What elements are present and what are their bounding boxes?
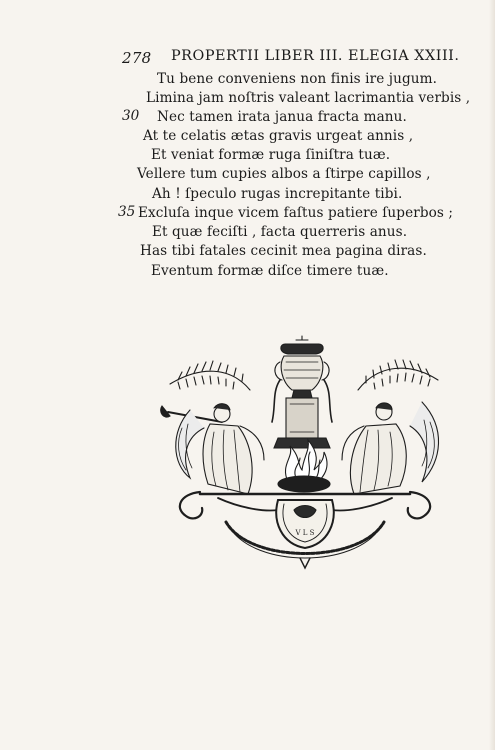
page-number: 278 [122,49,152,67]
verse-line: Eventum formæ diſce timere tuæ. [151,263,389,279]
page-edge [489,0,495,750]
verse-line: Et quæ feciſti , facta querreris anus. [152,224,408,240]
angel-with-palm [342,402,439,494]
verse-line: Excluſa inque vicem faſtus patiere ſuperbos ; [138,205,454,221]
line-number: 35 [118,204,136,220]
running-title: PROPERTII LIBER III. ELEGIA XXIII. [171,48,460,64]
line-number: 30 [122,108,140,124]
left-palm-frond [170,361,250,390]
verse-line: At te celatis ætas gravis urgeat annis , [143,128,414,144]
engraver-monogram: V L S [295,529,315,537]
verse-line: Ah ! ſpeculo rugas increpitante tibi. [152,186,403,202]
verse-line: Vellere tum cupies albos a ſtirpe capillos , [137,166,431,182]
right-palm-frond [358,360,438,390]
verse-line: Limina jam noſtris valeant lacrimantia verbis , [146,90,471,106]
verse-line: Has tibi fatales cecinit mea pagina diras. [140,243,427,259]
verse-line: Nec tamen irata janua fracta manu. [157,109,407,125]
running-header [122,48,492,68]
urn [275,336,329,398]
verse-line: Et veniat formæ ruga ſiniſtra tuæ. [151,147,391,163]
engraved-vignette [160,332,450,592]
verse-line: Tu bene conveniens non finis ire jugum. [157,71,438,87]
angel-with-trumpet [161,404,264,494]
